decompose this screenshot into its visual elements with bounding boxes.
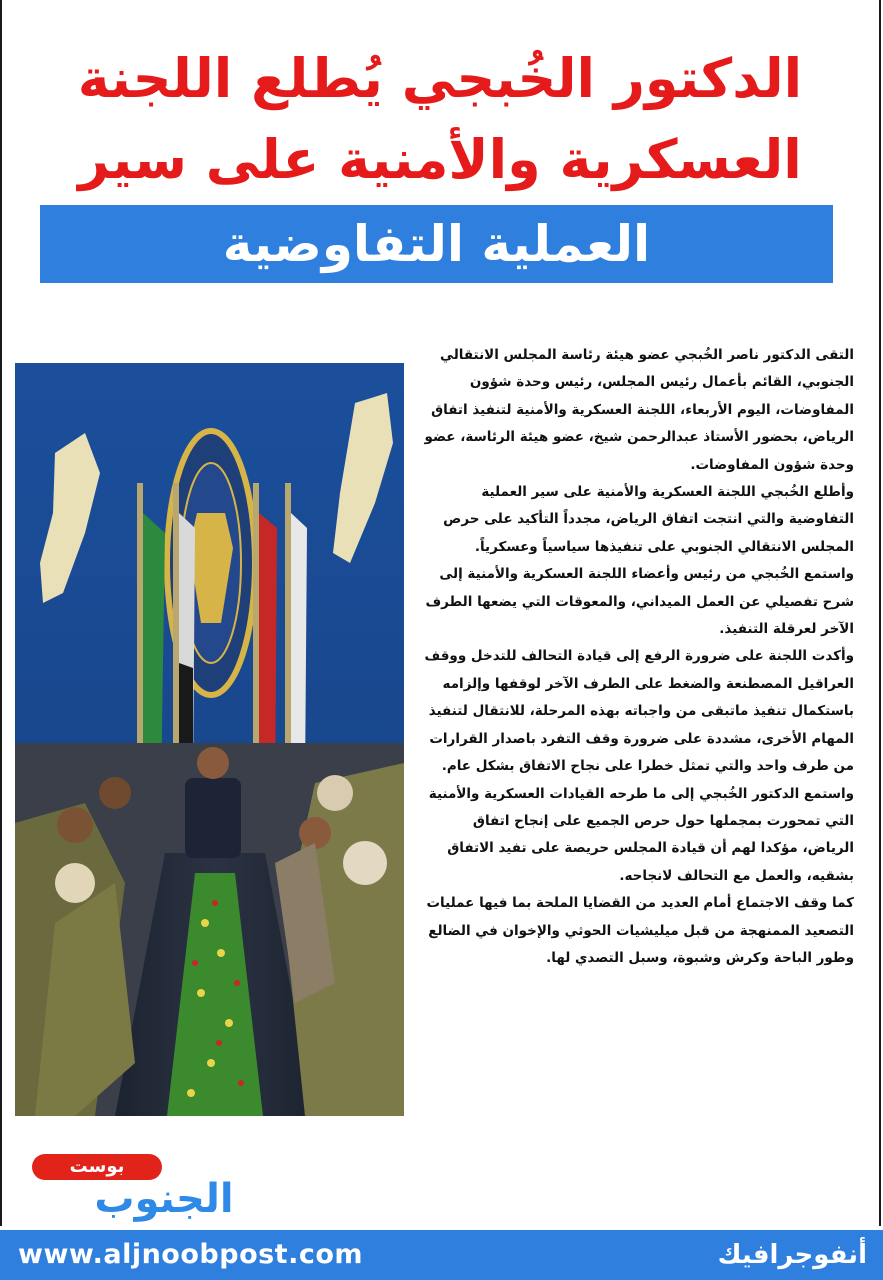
headline-line-2: العسكرية والأمنية على سير	[78, 128, 802, 191]
article-paragraph: كما وقف الاجتماع أمام العديد من القضايا الملحة بما فيها عمليات التصعيد الممنهجة من قبل ميليشيات الحوثي والإخوان في الضالع وطور الباحة وكرش وشبوة، وسبل التصدي لها.	[426, 895, 854, 966]
footer-bar	[0, 1230, 883, 1280]
footer-tag: أنفوجرافيك	[717, 1240, 867, 1270]
headline-line-3: العملية التفاوضية	[222, 215, 651, 273]
article-paragraph: التقى الدكتور ناصر الخُبجي عضو هيئة رئاسة المجلس الانتقالي الجنوبي، القائم بأعمال رئيس المجلس، رئيس وحدة شؤون المفاوضات، اليوم الأربعاء، اللجنة العسكرية والأمنية لتنفيذ اتفاق الرياض، بحضور الأستاذ عبدالرحمن شيخ، عضو هيئة الرئاسة، عضو وحدة شؤون المفاوضات.	[424, 347, 854, 473]
meeting-photo	[15, 363, 404, 1116]
article-paragraph: واستمع الخُبجي من رئيس وأعضاء اللجنة العسكرية والأمنية إلى شرح تفصيلي عن العمل الميداني، والمعوقات التي يضعها الطرف الآخر لعرقلة التنفيذ.	[425, 566, 854, 638]
article-body	[418, 342, 854, 972]
article-paragraph: واستمع الدكتور الخُبجي إلى ما طرحه القيادات العسكرية والأمنية التي تمحورت بمجملها حول حرص الجميع على إنجاح اتفاق الرياض، مؤكدا لهم أن قيادة المجلس حريصة على تفيد الاتفاق بشقيه، والعمل مع التحالف لانجاحه.	[428, 785, 854, 884]
footer-url: www.aljnoobpost.com	[18, 1239, 364, 1270]
logo-tag: بوست	[32, 1154, 162, 1180]
article-paragraph: وأطلع الخُبجي اللجنة العسكرية والأمنية على سير العملية التفاوضية والتي انتجت اتفاق الرياض، مجدداً التأكيد على حرص المجلس الانتقالي الجنوبي على تنفيذها سياسياً وعسكرياً.	[443, 484, 854, 555]
logo-name: الجنوب	[94, 1176, 234, 1222]
headline-banner	[40, 205, 833, 283]
article-paragraph: وأكدت اللجنة على ضرورة الرفع إلى قيادة التحالف للتدخل ووقف العراقيل المصطنعة والضغط على الطرف الآخر لوقفها وإلزامه باستكمال تنفيذ ماتبقى من واجباته بهذه المرحلة، للانتقال لتنفيذ المهام الأخرى، مشددة على ضرورة وقف التفرد باصدار القرارات من طرف واحد والتي تمثل خطرا على نجاح الاتفاق بشكل عام.	[424, 648, 854, 775]
site-logo	[14, 1154, 314, 1224]
headline-line-1: الدكتور الخُبجي يُطلع اللجنة	[77, 47, 803, 110]
